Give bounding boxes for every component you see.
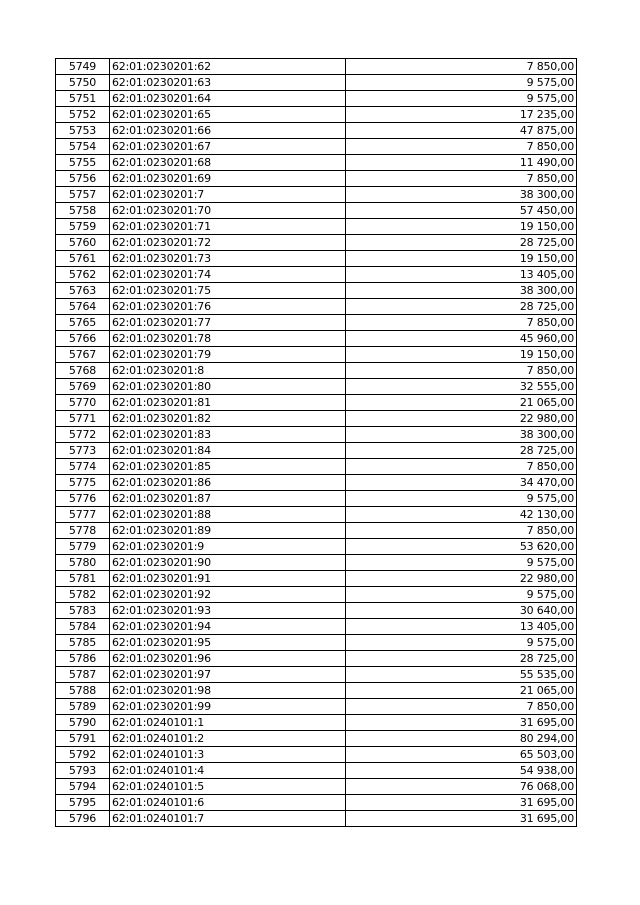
table-row (56, 91, 577, 107)
cadastral-value-cell: 28 725,00 (346, 235, 577, 251)
row-number-cell: 5769 (56, 379, 110, 395)
row-number-cell: 5787 (56, 667, 110, 683)
row-number-cell: 5758 (56, 203, 110, 219)
row-number-cell: 5752 (56, 107, 110, 123)
row-number-cell: 5764 (56, 299, 110, 315)
row-number-cell: 5760 (56, 235, 110, 251)
cadastral-number-cell: 62:01:0230201:71 (110, 219, 346, 235)
cadastral-number-cell: 62:01:0230201:87 (110, 491, 346, 507)
table-row (56, 363, 577, 379)
cadastral-value-cell: 57 450,00 (346, 203, 577, 219)
cadastral-number-cell: 62:01:0230201:86 (110, 475, 346, 491)
table-row (56, 139, 577, 155)
cadastral-number-cell: 62:01:0230201:79 (110, 347, 346, 363)
row-number-cell: 5783 (56, 603, 110, 619)
row-number-cell: 5778 (56, 523, 110, 539)
cadastral-value-cell: 9 575,00 (346, 587, 577, 603)
table-row (56, 251, 577, 267)
table-row (56, 539, 577, 555)
table-row (56, 427, 577, 443)
cadastral-value-cell: 55 535,00 (346, 667, 577, 683)
cadastral-number-cell: 62:01:0230201:98 (110, 683, 346, 699)
cadastral-value-cell: 7 850,00 (346, 523, 577, 539)
table-row (56, 283, 577, 299)
cadastral-value-cell: 9 575,00 (346, 75, 577, 91)
table-row (56, 635, 577, 651)
cadastral-number-cell: 62:01:0230201:67 (110, 139, 346, 155)
row-number-cell: 5768 (56, 363, 110, 379)
table-row (56, 331, 577, 347)
cadastral-value-cell: 47 875,00 (346, 123, 577, 139)
table-row (56, 171, 577, 187)
cadastral-value-cell: 7 850,00 (346, 459, 577, 475)
cadastral-value-cell: 7 850,00 (346, 699, 577, 715)
row-number-cell: 5749 (56, 59, 110, 75)
row-number-cell: 5792 (56, 747, 110, 763)
cadastral-number-cell: 62:01:0230201:94 (110, 619, 346, 635)
cadastral-value-cell: 45 960,00 (346, 331, 577, 347)
cadastral-number-cell: 62:01:0230201:99 (110, 699, 346, 715)
table-row (56, 59, 577, 75)
table-row (56, 619, 577, 635)
cadastral-number-cell: 62:01:0230201:77 (110, 315, 346, 331)
cadastral-number-cell: 62:01:0240101:5 (110, 779, 346, 795)
cadastral-value-cell: 21 065,00 (346, 683, 577, 699)
table-row (56, 667, 577, 683)
cadastral-value-cell: 19 150,00 (346, 347, 577, 363)
row-number-cell: 5754 (56, 139, 110, 155)
table-row (56, 443, 577, 459)
cadastral-number-cell: 62:01:0230201:83 (110, 427, 346, 443)
row-number-cell: 5767 (56, 347, 110, 363)
row-number-cell: 5759 (56, 219, 110, 235)
table-row (56, 651, 577, 667)
table-row (56, 315, 577, 331)
cadastral-value-cell: 28 725,00 (346, 443, 577, 459)
cadastral-number-cell: 62:01:0230201:91 (110, 571, 346, 587)
cadastral-number-cell: 62:01:0230201:9 (110, 539, 346, 555)
table-row (56, 411, 577, 427)
cadastral-value-cell: 13 405,00 (346, 267, 577, 283)
table-row (56, 731, 577, 747)
cadastral-value-cell: 22 980,00 (346, 571, 577, 587)
row-number-cell: 5765 (56, 315, 110, 331)
cadastral-number-cell: 62:01:0230201:78 (110, 331, 346, 347)
row-number-cell: 5775 (56, 475, 110, 491)
table-row (56, 347, 577, 363)
table-row (56, 603, 577, 619)
row-number-cell: 5788 (56, 683, 110, 699)
table-row (56, 683, 577, 699)
row-number-cell: 5761 (56, 251, 110, 267)
cadastral-number-cell: 62:01:0230201:70 (110, 203, 346, 219)
table-row (56, 395, 577, 411)
cadastral-number-cell: 62:01:0230201:74 (110, 267, 346, 283)
table-row (56, 235, 577, 251)
cadastral-value-cell: 38 300,00 (346, 283, 577, 299)
table-row (56, 187, 577, 203)
cadastral-value-cell: 22 980,00 (346, 411, 577, 427)
cadastral-value-cell: 31 695,00 (346, 715, 577, 731)
table-row (56, 155, 577, 171)
row-number-cell: 5786 (56, 651, 110, 667)
table-row (56, 75, 577, 91)
cadastral-number-cell: 62:01:0240101:1 (110, 715, 346, 731)
cadastral-value-cell: 7 850,00 (346, 363, 577, 379)
cadastral-value-cell: 11 490,00 (346, 155, 577, 171)
cadastral-value-cell: 65 503,00 (346, 747, 577, 763)
cadastral-number-cell: 62:01:0230201:85 (110, 459, 346, 475)
table-row (56, 571, 577, 587)
cadastral-value-cell: 21 065,00 (346, 395, 577, 411)
row-number-cell: 5757 (56, 187, 110, 203)
row-number-cell: 5784 (56, 619, 110, 635)
row-number-cell: 5785 (56, 635, 110, 651)
cadastral-number-cell: 62:01:0230201:96 (110, 651, 346, 667)
row-number-cell: 5751 (56, 91, 110, 107)
cadastral-number-cell: 62:01:0240101:7 (110, 811, 346, 827)
cadastral-number-cell: 62:01:0230201:82 (110, 411, 346, 427)
cadastral-number-cell: 62:01:0240101:2 (110, 731, 346, 747)
table-row (56, 795, 577, 811)
table-row (56, 555, 577, 571)
cadastral-value-cell: 38 300,00 (346, 187, 577, 203)
row-number-cell: 5774 (56, 459, 110, 475)
row-number-cell: 5776 (56, 491, 110, 507)
table-row (56, 379, 577, 395)
table-row (56, 587, 577, 603)
cadastral-number-cell: 62:01:0230201:95 (110, 635, 346, 651)
cadastral-number-cell: 62:01:0230201:73 (110, 251, 346, 267)
cadastral-number-cell: 62:01:0230201:75 (110, 283, 346, 299)
cadastral-number-cell: 62:01:0230201:62 (110, 59, 346, 75)
cadastral-number-cell: 62:01:0230201:7 (110, 187, 346, 203)
cadastral-number-cell: 62:01:0230201:89 (110, 523, 346, 539)
cadastral-value-cell: 7 850,00 (346, 139, 577, 155)
table-row (56, 267, 577, 283)
cadastral-value-cell: 9 575,00 (346, 635, 577, 651)
cadastral-value-cell: 34 470,00 (346, 475, 577, 491)
row-number-cell: 5782 (56, 587, 110, 603)
cadastral-value-cell: 19 150,00 (346, 219, 577, 235)
row-number-cell: 5763 (56, 283, 110, 299)
row-number-cell: 5766 (56, 331, 110, 347)
cadastral-value-cell: 19 150,00 (346, 251, 577, 267)
table-row (56, 811, 577, 827)
cadastral-value-cell: 28 725,00 (346, 651, 577, 667)
cadastral-value-cell: 13 405,00 (346, 619, 577, 635)
row-number-cell: 5790 (56, 715, 110, 731)
table-row (56, 763, 577, 779)
table-row (56, 203, 577, 219)
cadastral-number-cell: 62:01:0240101:6 (110, 795, 346, 811)
cadastral-number-cell: 62:01:0230201:66 (110, 123, 346, 139)
cadastral-number-cell: 62:01:0230201:72 (110, 235, 346, 251)
cadastral-value-cell: 7 850,00 (346, 315, 577, 331)
cadastral-value-cell: 9 575,00 (346, 91, 577, 107)
cadastral-value-cell: 30 640,00 (346, 603, 577, 619)
row-number-cell: 5750 (56, 75, 110, 91)
cadastral-value-cell: 32 555,00 (346, 379, 577, 395)
cadastral-value-cell: 31 695,00 (346, 811, 577, 827)
cadastral-number-cell: 62:01:0230201:64 (110, 91, 346, 107)
row-number-cell: 5756 (56, 171, 110, 187)
cadastral-number-cell: 62:01:0230201:90 (110, 555, 346, 571)
cadastral-number-cell: 62:01:0230201:69 (110, 171, 346, 187)
cadastral-value-table (55, 58, 577, 827)
table-row (56, 299, 577, 315)
cadastral-value-cell: 53 620,00 (346, 539, 577, 555)
cadastral-number-cell: 62:01:0240101:4 (110, 763, 346, 779)
row-number-cell: 5777 (56, 507, 110, 523)
cadastral-number-cell: 62:01:0230201:63 (110, 75, 346, 91)
table-row (56, 123, 577, 139)
table-body (56, 59, 577, 827)
table-row (56, 459, 577, 475)
table-row (56, 107, 577, 123)
row-number-cell: 5789 (56, 699, 110, 715)
cadastral-number-cell: 62:01:0230201:8 (110, 363, 346, 379)
table-row (56, 747, 577, 763)
row-number-cell: 5755 (56, 155, 110, 171)
cadastral-number-cell: 62:01:0230201:76 (110, 299, 346, 315)
cadastral-number-cell: 62:01:0240101:3 (110, 747, 346, 763)
cadastral-value-cell: 9 575,00 (346, 555, 577, 571)
row-number-cell: 5773 (56, 443, 110, 459)
row-number-cell: 5796 (56, 811, 110, 827)
table-row (56, 507, 577, 523)
cadastral-value-cell: 7 850,00 (346, 171, 577, 187)
row-number-cell: 5753 (56, 123, 110, 139)
row-number-cell: 5780 (56, 555, 110, 571)
cadastral-value-cell: 54 938,00 (346, 763, 577, 779)
row-number-cell: 5791 (56, 731, 110, 747)
row-number-cell: 5762 (56, 267, 110, 283)
table-row (56, 475, 577, 491)
cadastral-number-cell: 62:01:0230201:88 (110, 507, 346, 523)
table-row (56, 779, 577, 795)
row-number-cell: 5771 (56, 411, 110, 427)
cadastral-value-cell: 17 235,00 (346, 107, 577, 123)
table-row (56, 219, 577, 235)
cadastral-number-cell: 62:01:0230201:65 (110, 107, 346, 123)
cadastral-number-cell: 62:01:0230201:80 (110, 379, 346, 395)
row-number-cell: 5794 (56, 779, 110, 795)
cadastral-value-cell: 76 068,00 (346, 779, 577, 795)
cadastral-value-cell: 42 130,00 (346, 507, 577, 523)
row-number-cell: 5795 (56, 795, 110, 811)
cadastral-number-cell: 62:01:0230201:97 (110, 667, 346, 683)
row-number-cell: 5770 (56, 395, 110, 411)
cadastral-value-cell: 31 695,00 (346, 795, 577, 811)
row-number-cell: 5793 (56, 763, 110, 779)
row-number-cell: 5772 (56, 427, 110, 443)
cadastral-number-cell: 62:01:0230201:93 (110, 603, 346, 619)
table-row (56, 715, 577, 731)
cadastral-number-cell: 62:01:0230201:84 (110, 443, 346, 459)
table-row (56, 523, 577, 539)
row-number-cell: 5779 (56, 539, 110, 555)
table-row (56, 491, 577, 507)
cadastral-value-cell: 80 294,00 (346, 731, 577, 747)
table-row (56, 699, 577, 715)
cadastral-number-cell: 62:01:0230201:92 (110, 587, 346, 603)
cadastral-value-cell: 38 300,00 (346, 427, 577, 443)
cadastral-number-cell: 62:01:0230201:68 (110, 155, 346, 171)
cadastral-number-cell: 62:01:0230201:81 (110, 395, 346, 411)
cadastral-value-cell: 7 850,00 (346, 59, 577, 75)
cadastral-value-cell: 9 575,00 (346, 491, 577, 507)
row-number-cell: 5781 (56, 571, 110, 587)
cadastral-value-cell: 28 725,00 (346, 299, 577, 315)
